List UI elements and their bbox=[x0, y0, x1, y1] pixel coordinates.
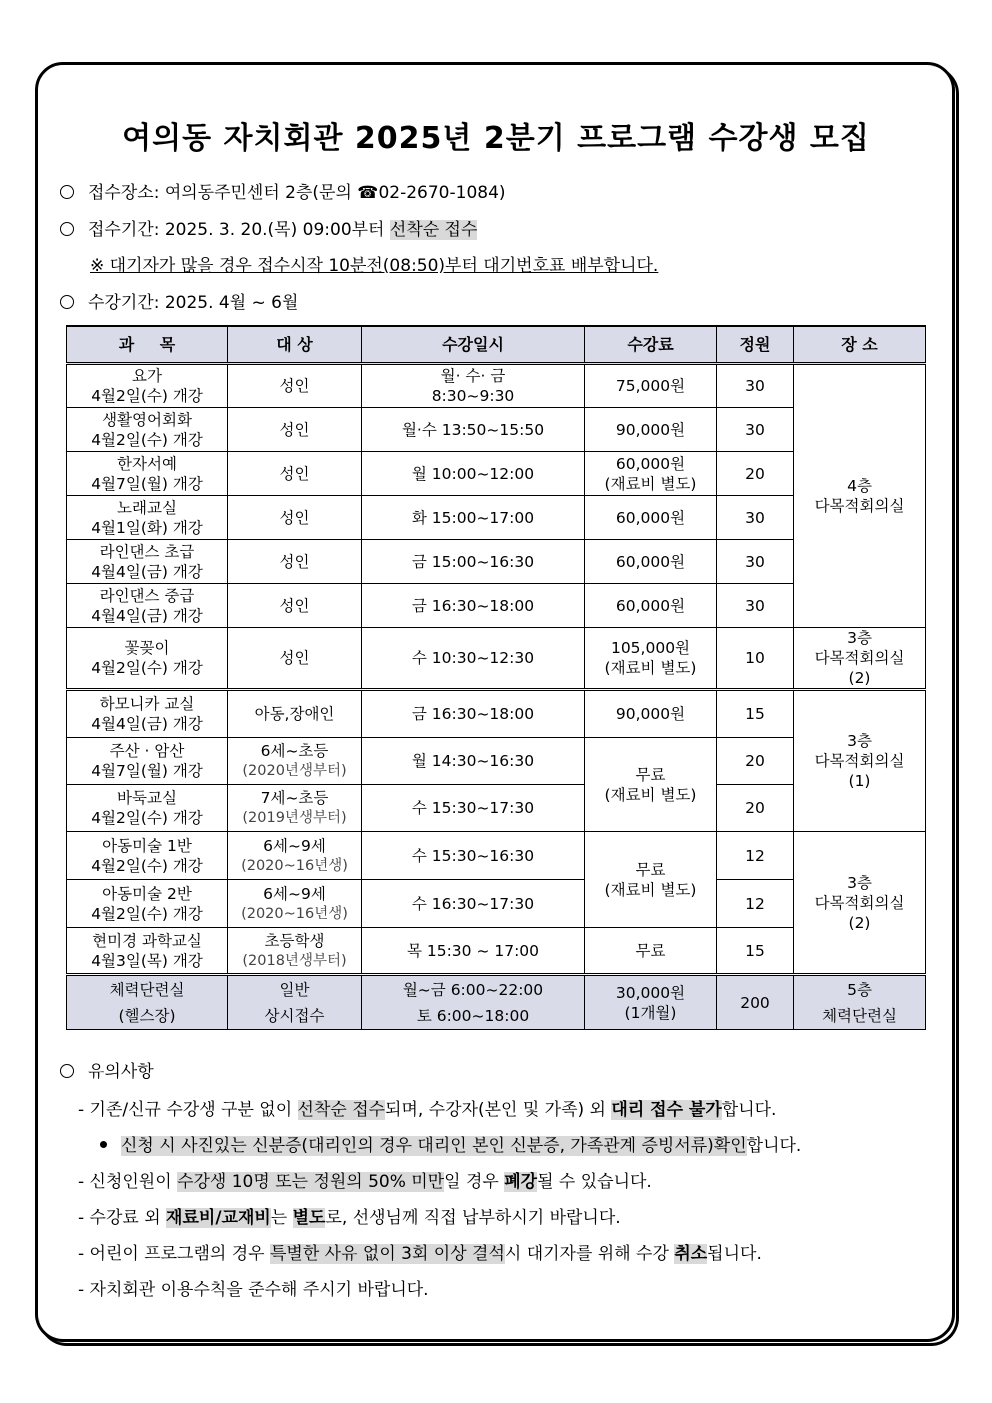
time-cell: 월· 수· 금 8:30~9:30 bbox=[362, 364, 585, 408]
header-subject: 과 목 bbox=[67, 326, 228, 364]
period-highlight: 선착순 접수 bbox=[389, 220, 478, 240]
target-cell: 성인 bbox=[228, 452, 362, 496]
capacity-cell: 30 bbox=[717, 408, 794, 452]
gym-place-cell: 5층 체력단련실 bbox=[794, 975, 926, 1030]
fee-cell: 무료 bbox=[585, 928, 717, 975]
gym-capacity-cell: 200 bbox=[717, 975, 794, 1030]
target-cell: 6세~9세 (2020~16년생) bbox=[228, 880, 362, 928]
fee-cell: 105,000원 (재료비 별도) bbox=[585, 628, 717, 690]
table-row bbox=[67, 628, 926, 690]
capacity-cell: 10 bbox=[717, 628, 794, 690]
capacity-cell: 20 bbox=[717, 738, 794, 785]
subject-cell: 라인댄스 초급 4월4일(금) 개강 bbox=[67, 540, 228, 584]
capacity-cell: 15 bbox=[717, 928, 794, 975]
place-cell-3f-2: 3층 다목적회의실 (2) bbox=[794, 628, 926, 690]
target-cell: 아동,장애인 bbox=[228, 690, 362, 738]
subject-cell: 생활영어회화 4월2일(수) 개강 bbox=[67, 408, 228, 452]
capacity-cell: 30 bbox=[717, 540, 794, 584]
fee-cell: 60,000원 bbox=[585, 584, 717, 628]
time-cell: 목 15:30 ~ 17:00 bbox=[362, 928, 585, 975]
course-period-text: 수강기간: 2025. 4월 ~ 6월 bbox=[88, 293, 299, 313]
fee-cell: 60,000원 (재료비 별도) bbox=[585, 452, 717, 496]
header-time: 수강일시 bbox=[362, 326, 585, 364]
capacity-cell: 30 bbox=[717, 364, 794, 408]
place-cell-4f: 4층 다목적회의실 bbox=[794, 364, 926, 628]
target-cell: 초등학생 (2018년생부터) bbox=[228, 928, 362, 975]
place-cell-3f-2b: 3층 다목적회의실 (2) bbox=[794, 832, 926, 975]
fee-cell-free: 무료 (재료비 별도) bbox=[585, 832, 717, 928]
program-table bbox=[66, 325, 926, 1030]
table-row bbox=[67, 832, 926, 880]
time-cell: 월 14:30~16:30 bbox=[362, 738, 585, 785]
header-target: 대 상 bbox=[228, 326, 362, 364]
subject-cell: 노래교실 4월1일(화) 개강 bbox=[67, 496, 228, 540]
target-cell: 7세~초등 (2019년생부터) bbox=[228, 785, 362, 832]
target-cell: 성인 bbox=[228, 408, 362, 452]
capacity-cell: 12 bbox=[717, 880, 794, 928]
time-cell: 월·수 13:50~15:50 bbox=[362, 408, 585, 452]
table-row bbox=[67, 364, 926, 408]
target-cell: 성인 bbox=[228, 540, 362, 584]
gym-subject-cell: 체력단련실 (헬스장) bbox=[67, 975, 228, 1030]
subject-cell: 라인댄스 중급 4월4일(금) 개강 bbox=[67, 584, 228, 628]
time-cell: 수 16:30~17:30 bbox=[362, 880, 585, 928]
subject-cell: 아동미술 2반 4월2일(수) 개강 bbox=[67, 880, 228, 928]
header-capacity: 정원 bbox=[717, 326, 794, 364]
capacity-cell: 20 bbox=[717, 785, 794, 832]
target-cell: 6세~9세 (2020~16년생) bbox=[228, 832, 362, 880]
table-row bbox=[67, 690, 926, 738]
target-cell: 성인 bbox=[228, 364, 362, 408]
page-title: 여의동 자치회관 2025년 2분기 프로그램 수강생 모집 bbox=[122, 121, 870, 156]
gym-fee-cell: 30,000원 (1개월) bbox=[585, 975, 717, 1030]
info-course-period bbox=[60, 288, 298, 313]
subject-cell: 하모니카 교실 4월4일(금) 개강 bbox=[67, 690, 228, 738]
time-cell: 수 10:30~12:30 bbox=[362, 628, 585, 690]
notes-title: 유의사항 bbox=[60, 1057, 154, 1082]
circle-bullet-icon bbox=[60, 222, 74, 236]
subject-cell: 요가 4월2일(수) 개강 bbox=[67, 364, 228, 408]
note-4: - 수강료 외 재료비/교재비는 별도로, 선생님께 직접 납부하시기 바랍니다. bbox=[78, 1208, 621, 1228]
dot-bullet-icon bbox=[100, 1141, 107, 1148]
info-place bbox=[60, 178, 506, 203]
note-5: - 어린이 프로그램의 경우 특별한 사유 없이 3회 이상 결석시 대기자를 위해 수강 취소됩니다. bbox=[78, 1244, 762, 1264]
subject-cell: 꽃꽂이 4월2일(수) 개강 bbox=[67, 628, 228, 690]
info-period bbox=[60, 215, 477, 240]
note-2: 신청 시 사진있는 신분증(대리인의 경우 대리인 본인 신분증, 가족관계 증빙서류)확인합니다. bbox=[100, 1131, 801, 1156]
note-1: - 기존/신규 수강생 구분 없이 선착순 접수되며, 수강자(본인 및 가족) 외 대리 접수 불가합니다. bbox=[78, 1100, 777, 1120]
fee-cell: 75,000원 bbox=[585, 364, 717, 408]
time-cell: 금 16:30~18:00 bbox=[362, 584, 585, 628]
capacity-cell: 30 bbox=[717, 496, 794, 540]
header-fee: 수강료 bbox=[585, 326, 717, 364]
subject-cell: 현미경 과학교실 4월3일(목) 개강 bbox=[67, 928, 228, 975]
subject-cell: 한자서예 4월7일(월) 개강 bbox=[67, 452, 228, 496]
note-6: - 자치회관 이용수칙을 준수해 주시기 바랍니다. bbox=[78, 1280, 429, 1300]
gym-time-cell: 월~금 6:00~22:00 토 6:00~18:00 bbox=[362, 975, 585, 1030]
capacity-cell: 30 bbox=[717, 584, 794, 628]
fee-cell-free: 무료 (재료비 별도) bbox=[585, 738, 717, 832]
capacity-cell: 20 bbox=[717, 452, 794, 496]
subject-cell: 아동미술 1반 4월2일(수) 개강 bbox=[67, 832, 228, 880]
circle-bullet-icon bbox=[60, 185, 74, 199]
subject-cell: 주산 · 암산 4월7일(월) 개강 bbox=[67, 738, 228, 785]
gym-row bbox=[67, 975, 926, 1030]
header-place: 장 소 bbox=[794, 326, 926, 364]
time-cell: 금 15:00~16:30 bbox=[362, 540, 585, 584]
time-cell: 수 15:30~16:30 bbox=[362, 832, 585, 880]
subject-cell: 바둑교실 4월2일(수) 개강 bbox=[67, 785, 228, 832]
capacity-cell: 12 bbox=[717, 832, 794, 880]
time-cell: 금 16:30~18:00 bbox=[362, 690, 585, 738]
fee-cell: 90,000원 bbox=[585, 690, 717, 738]
circle-bullet-icon bbox=[60, 1064, 74, 1078]
time-cell: 수 15:30~17:30 bbox=[362, 785, 585, 832]
fee-cell: 60,000원 bbox=[585, 496, 717, 540]
target-cell: 6세~초등 (2020년생부터) bbox=[228, 738, 362, 785]
time-cell: 화 15:00~17:00 bbox=[362, 496, 585, 540]
note-3: - 신청인원이 수강생 10명 또는 정원의 50% 미만일 경우 폐강될 수 있습니다. bbox=[78, 1172, 652, 1192]
gym-target-cell: 일반 상시접수 bbox=[228, 975, 362, 1030]
period-text: 접수기간: 2025. 3. 20.(목) 09:00부터 bbox=[88, 220, 390, 240]
target-cell: 성인 bbox=[228, 628, 362, 690]
fee-cell: 90,000원 bbox=[585, 408, 717, 452]
target-cell: 성인 bbox=[228, 584, 362, 628]
waiting-note: ※ 대기자가 많을 경우 접수시작 10분전(08:50)부터 대기번호표 배부합니다. bbox=[90, 256, 659, 276]
place-cell-3f-1: 3층 다목적회의실 (1) bbox=[794, 690, 926, 832]
capacity-cell: 15 bbox=[717, 690, 794, 738]
place-text: 접수장소: 여의동주민센터 2층(문의 ☎02-2670-1084) bbox=[88, 183, 506, 203]
table-header-row bbox=[67, 326, 926, 364]
target-cell: 성인 bbox=[228, 496, 362, 540]
circle-bullet-icon bbox=[60, 295, 74, 309]
fee-cell: 60,000원 bbox=[585, 540, 717, 584]
time-cell: 월 10:00~12:00 bbox=[362, 452, 585, 496]
